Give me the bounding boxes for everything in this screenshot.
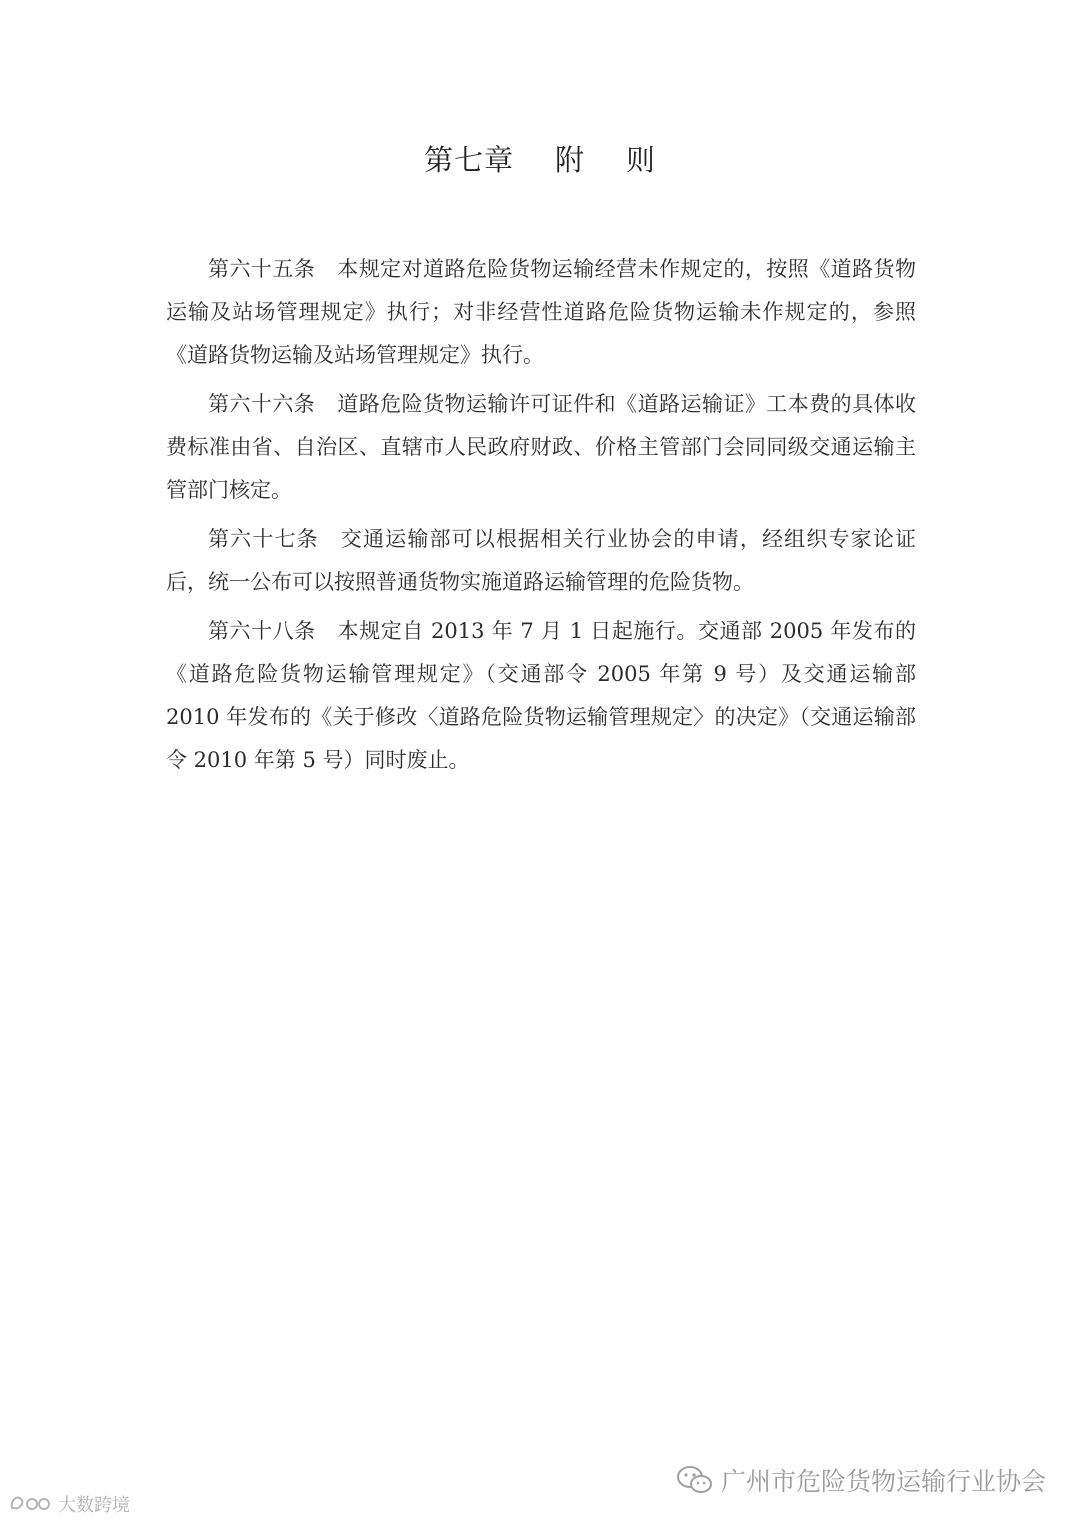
article-number: 第六十五条	[208, 257, 316, 281]
document-body	[166, 248, 916, 788]
site-logo-icon	[8, 1490, 54, 1518]
article-number: 第六十六条	[208, 392, 316, 416]
article-text: 本规定对道路危险货物运输经营未作规定的，按照《道路货物运输及站场管理规定》执行；对非经营性道路危险货物运输未作规定的，参照《道路货物运输及站场管理规定》执行。	[166, 257, 917, 367]
article-65	[166, 248, 916, 377]
article-number: 第六十八条	[208, 619, 316, 643]
wechat-icon	[675, 1464, 715, 1496]
site-name: 大数跨境	[58, 1495, 130, 1516]
article-67	[166, 518, 916, 604]
article-text: 本规定自 2013 年 7 月 1 日起施行。交通部 2005 年发布的《道路危险货物运输管理规定》（交通部令 2005 年第 9 号）及交通运输部 2010 年发布的《关于修改〈道路危险货物运输管理规定〉的决定》（交通运输部令 2010 年第 5 号）同时废止。	[166, 619, 917, 772]
article-text: 道路危险货物运输许可证件和《道路运输证》工本费的具体收费标准由省、自治区、直辖市人民政府财政、价格主管部门会同同级交通运输主管部门核定。	[166, 392, 917, 502]
wechat-account-name: 广州市危险货物运输行业协会	[720, 1467, 1046, 1496]
article-number: 第六十七条	[208, 527, 319, 551]
chapter-title: 第七章 附 则	[424, 143, 656, 177]
article-text: 交通运输部可以根据相关行业协会的申请，经组织专家论证后，统一公布可以按照普通货物实施道路运输管理的危险货物。	[166, 527, 917, 594]
site-watermark	[8, 1490, 130, 1518]
article-66	[166, 383, 916, 512]
article-68	[166, 610, 916, 782]
wechat-watermark	[675, 1462, 1046, 1498]
